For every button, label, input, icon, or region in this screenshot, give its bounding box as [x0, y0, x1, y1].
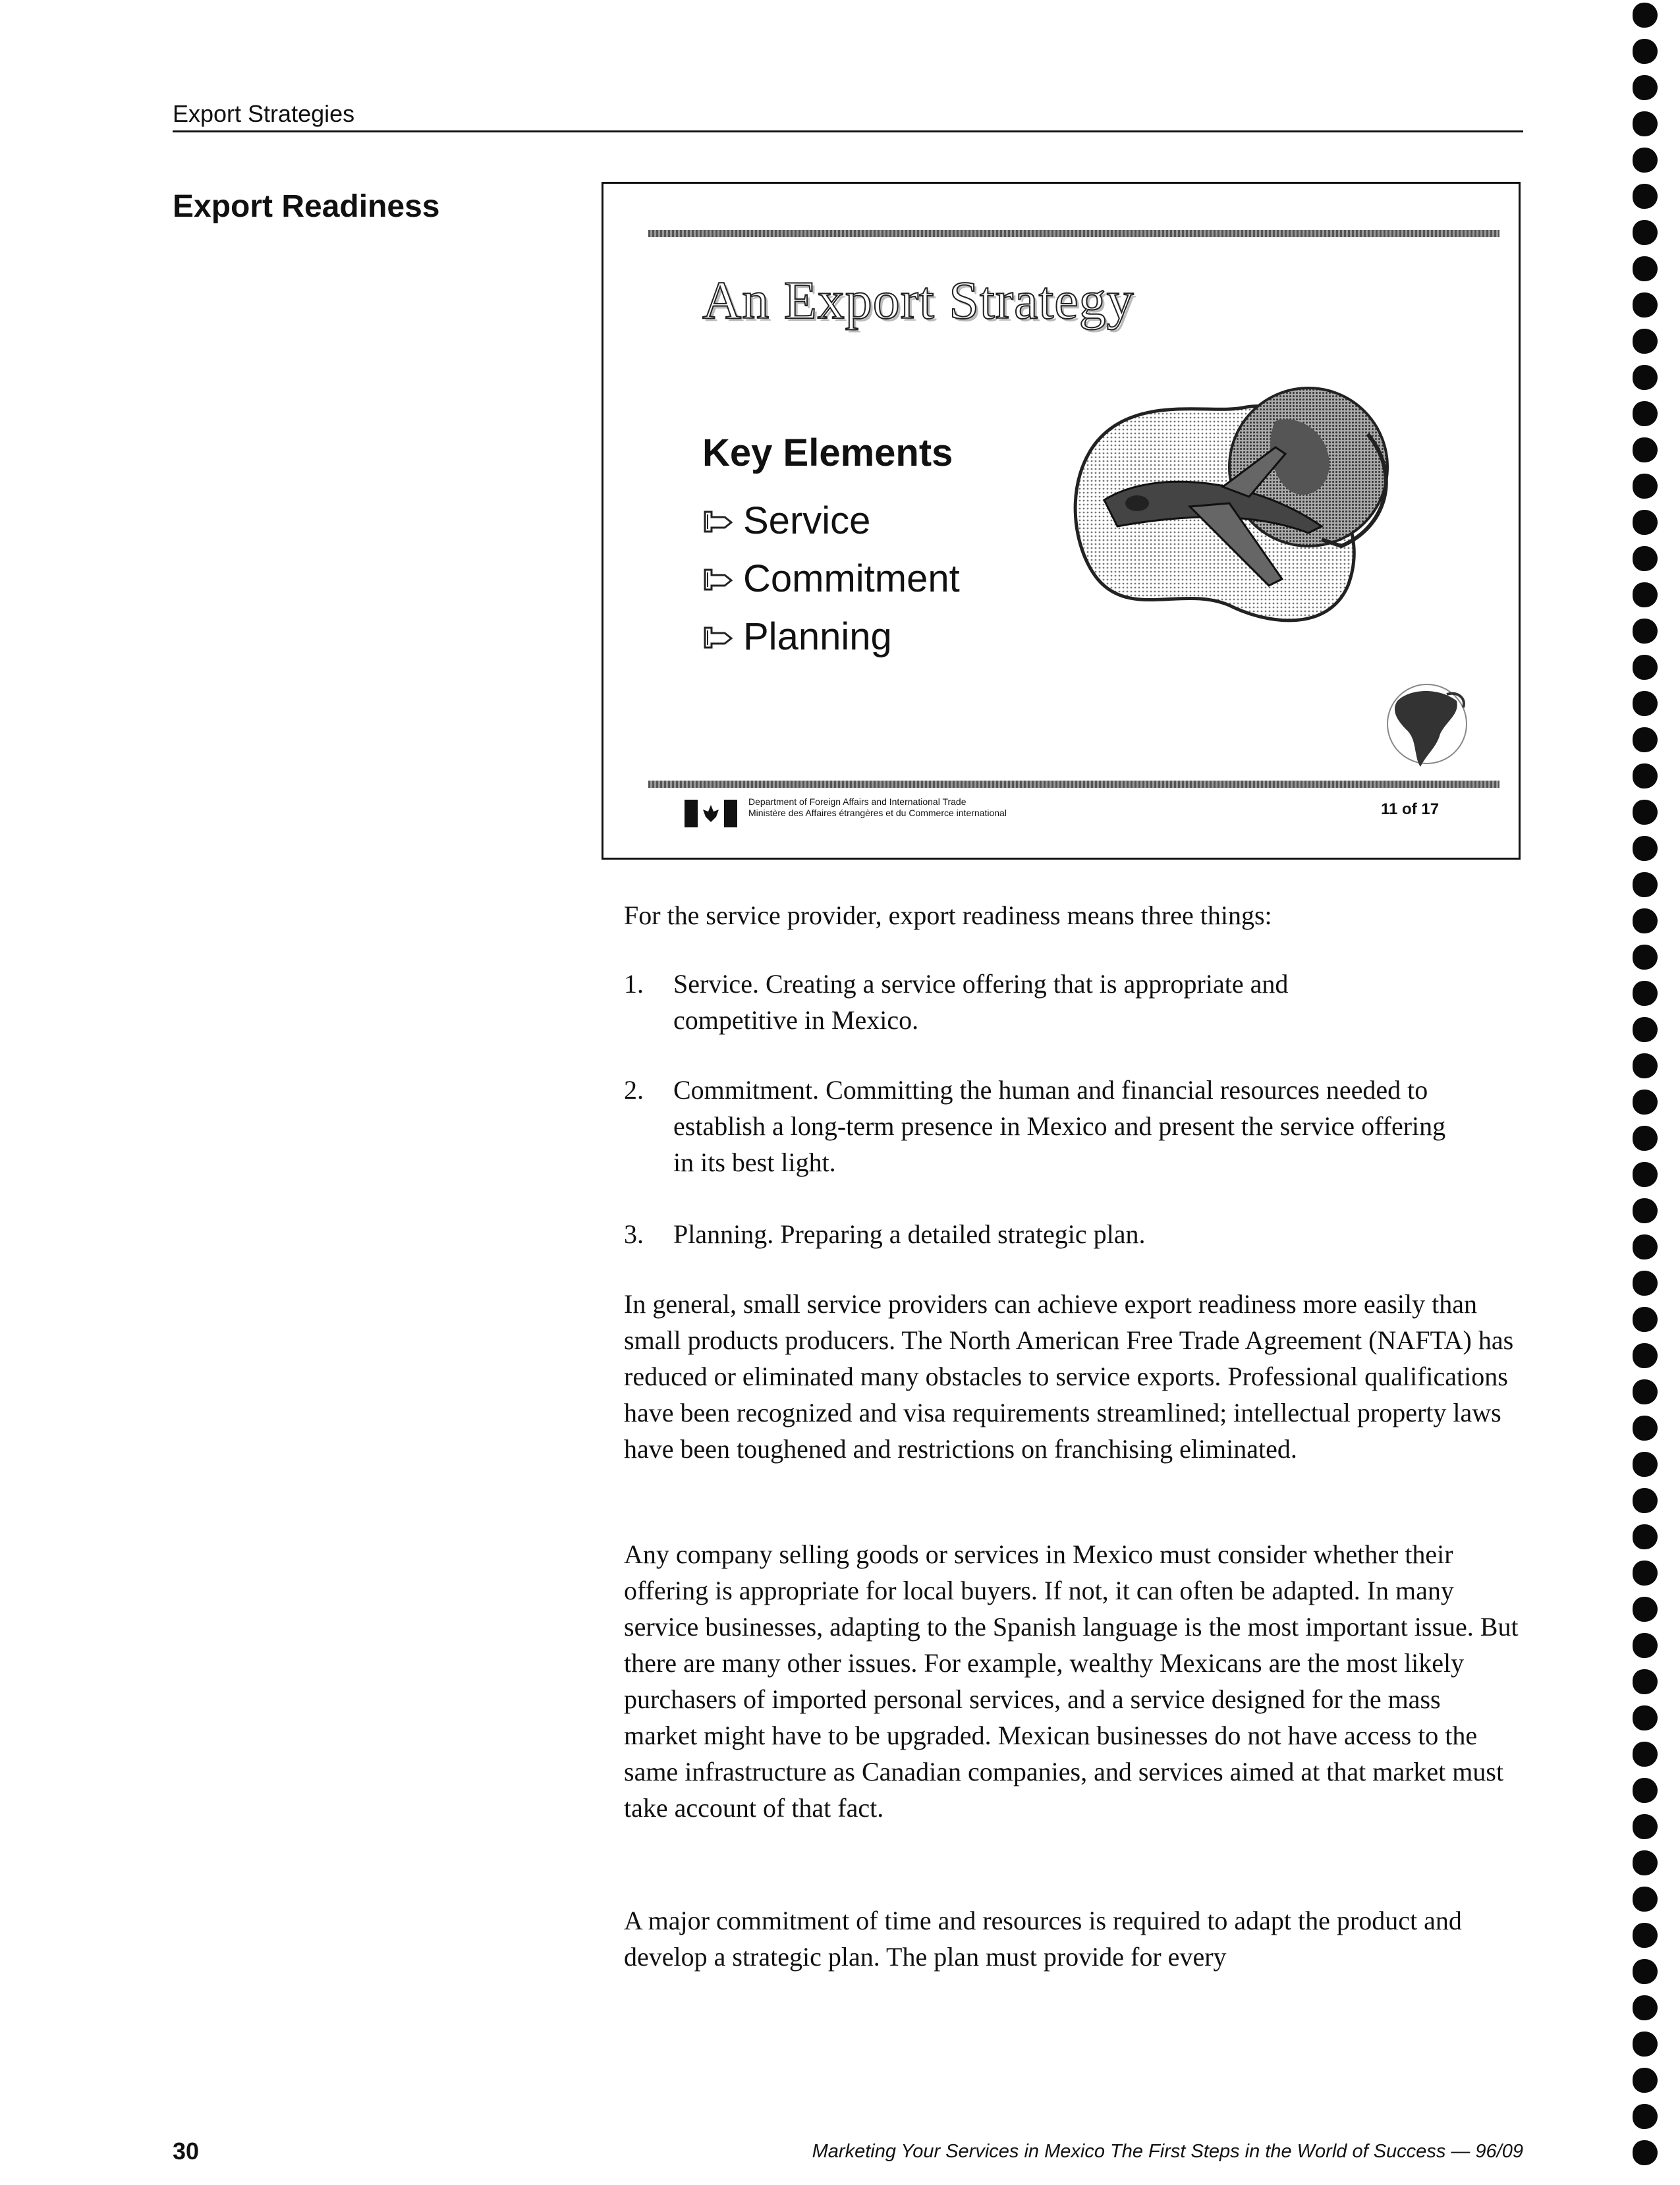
binding-hole: [1633, 1778, 1658, 1803]
binding-hole: [1633, 1597, 1658, 1622]
binding-hole: [1633, 1742, 1658, 1767]
binding-hole: [1633, 582, 1658, 607]
binding-hole: [1633, 2140, 1658, 2165]
binding-hole: [1633, 1343, 1658, 1368]
binding-hole: [1633, 437, 1658, 462]
binding-hole: [1633, 148, 1658, 173]
key-elements-heading: Key Elements: [702, 431, 953, 474]
binding-hole: [1633, 800, 1658, 825]
binding-hole: [1633, 1561, 1658, 1586]
binding-hole: [1633, 1488, 1658, 1513]
binding-hole: [1633, 1452, 1658, 1477]
binding-hole: [1633, 2032, 1658, 2057]
binding-hole: [1633, 1090, 1658, 1115]
binding-hole: [1633, 3, 1658, 28]
binding-hole: [1633, 39, 1658, 64]
binding-hole: [1633, 2104, 1658, 2129]
binding-hole: [1633, 1271, 1658, 1296]
intro-paragraph: For the service provider, export readiness means three things:: [624, 900, 1272, 930]
body-paragraph: A major commitment of time and resources is required to adapt the product and develop a strategic plan. The plan must provide for every: [624, 1906, 1462, 1972]
binding-hole: [1633, 872, 1658, 897]
binding-hole: [1633, 836, 1658, 861]
binding-hole: [1633, 1379, 1658, 1404]
binding-hole: [1633, 691, 1658, 716]
binding-hole: [1633, 1705, 1658, 1730]
book-title-footer: Marketing Your Services in Mexico The First Steps in the World of Success — 96/09: [812, 2141, 1523, 2162]
binding-hole: [1633, 510, 1658, 535]
slide-page-count: 11 of 17: [1381, 800, 1440, 818]
department-name-fr: Ministère des Affaires étrangères et du Commerce international: [748, 808, 1007, 818]
binding-hole: [1633, 329, 1658, 354]
header-rule: [173, 130, 1523, 132]
hand-pointer-icon: [702, 566, 737, 592]
canada-flag-icon: [685, 800, 737, 827]
binding-hole: [1633, 1669, 1658, 1694]
item-number: 1.: [624, 969, 644, 999]
binding-hole: [1633, 1307, 1658, 1332]
page-number: 30: [173, 2138, 200, 2165]
binding-hole: [1633, 1633, 1658, 1658]
binding-hole: [1633, 655, 1658, 680]
key-element-item: [702, 492, 960, 550]
hand-pointer-icon: [702, 624, 737, 650]
running-header: Export Strategies: [173, 100, 355, 127]
binding-hole: [1633, 1814, 1658, 1839]
item-text: Service. Creating a service offering that is appropriate and competitive in Mexico.: [673, 969, 1289, 1035]
binding-hole: [1633, 1126, 1658, 1151]
item-number: 2.: [624, 1075, 644, 1105]
binding-hole: [1633, 365, 1658, 390]
binding-hole: [1633, 75, 1658, 100]
binding-hole: [1633, 727, 1658, 752]
binding-hole: [1633, 1234, 1658, 1259]
binding-holes: [1633, 0, 1659, 2185]
numbered-item: [624, 1216, 1526, 1252]
binding-hole: [1633, 945, 1658, 970]
item-text: Planning. Preparing a detailed strategic plan.: [673, 1219, 1146, 1249]
numbered-item: [624, 1072, 1526, 1180]
slide-bottom-bar: [648, 781, 1499, 788]
slide-figure: [602, 182, 1521, 860]
department-name: [748, 796, 1007, 819]
binding-hole: [1633, 1416, 1658, 1441]
binding-hole: [1633, 111, 1658, 136]
binding-hole: [1633, 256, 1658, 281]
item-text: Commitment. Committing the human and financial resources needed to establish a long-term presence in Mexico and present the service offering in its best light.: [673, 1075, 1446, 1177]
binding-hole: [1633, 908, 1658, 933]
slide-title: An Export Strategy: [702, 270, 1134, 330]
body-paragraph: Any company selling goods or services in Mexico must consider whether their offering is appropriate for local buyers. If not, it can often be adapted. In many service businesses, adapting to the Spanish language is the most important issue. But there are many other issues. For example, wealthy Mexicans are the most likely purchasers of imported personal services, and a service designed for the mass market might have to be upgraded. Mexican businesses do not have access to the same infrastructure as Canadian companies, and services aimed at that market must take account of that fact.: [624, 1539, 1519, 1823]
binding-hole: [1633, 1959, 1658, 1984]
department-name-en: Department of Foreign Affairs and International Trade: [748, 796, 966, 807]
binding-hole: [1633, 1017, 1658, 1042]
binding-hole: [1633, 184, 1658, 209]
binding-hole: [1633, 1995, 1658, 2020]
binding-hole: [1633, 292, 1658, 318]
binding-hole: [1633, 981, 1658, 1006]
north-america-globe-icon: [1381, 675, 1473, 773]
binding-hole: [1633, 1162, 1658, 1187]
numbered-item: [624, 966, 1526, 1038]
binding-hole: [1633, 220, 1658, 245]
hand-pointer-icon: [702, 508, 737, 534]
key-element-item: [702, 550, 960, 608]
binding-hole: [1633, 1053, 1658, 1078]
section-title: Export Readiness: [173, 189, 440, 224]
key-elements-list: [702, 492, 960, 666]
binding-hole: [1633, 546, 1658, 571]
binding-hole: [1633, 401, 1658, 426]
binding-hole: [1633, 1850, 1658, 1875]
slide-top-bar: [648, 230, 1499, 237]
binding-hole: [1633, 1198, 1658, 1223]
body-paragraph: In general, small service providers can achieve export readiness more easily than small products producers. The North American Free Trade Agreement (NAFTA) has reduced or eliminated many obstacles to service exports. Professional qualifications have been recognized and visa requirements streamlined; intellectual property laws have been toughened and restrictions on franchising eliminated.: [624, 1289, 1514, 1464]
binding-hole: [1633, 1887, 1658, 1912]
key-element-label: Planning: [743, 615, 892, 658]
binding-hole: [1633, 474, 1658, 499]
key-element-label: Commitment: [743, 557, 960, 600]
airplane-globe-clipart: [1058, 368, 1414, 651]
key-element-item: [702, 608, 960, 666]
binding-hole: [1633, 619, 1658, 644]
binding-hole: [1633, 1923, 1658, 1948]
item-number: 3.: [624, 1219, 644, 1249]
binding-hole: [1633, 1524, 1658, 1549]
slide-footer: [603, 788, 1519, 841]
binding-hole: [1633, 2068, 1658, 2093]
binding-hole: [1633, 763, 1658, 788]
key-element-label: Service: [743, 499, 871, 542]
